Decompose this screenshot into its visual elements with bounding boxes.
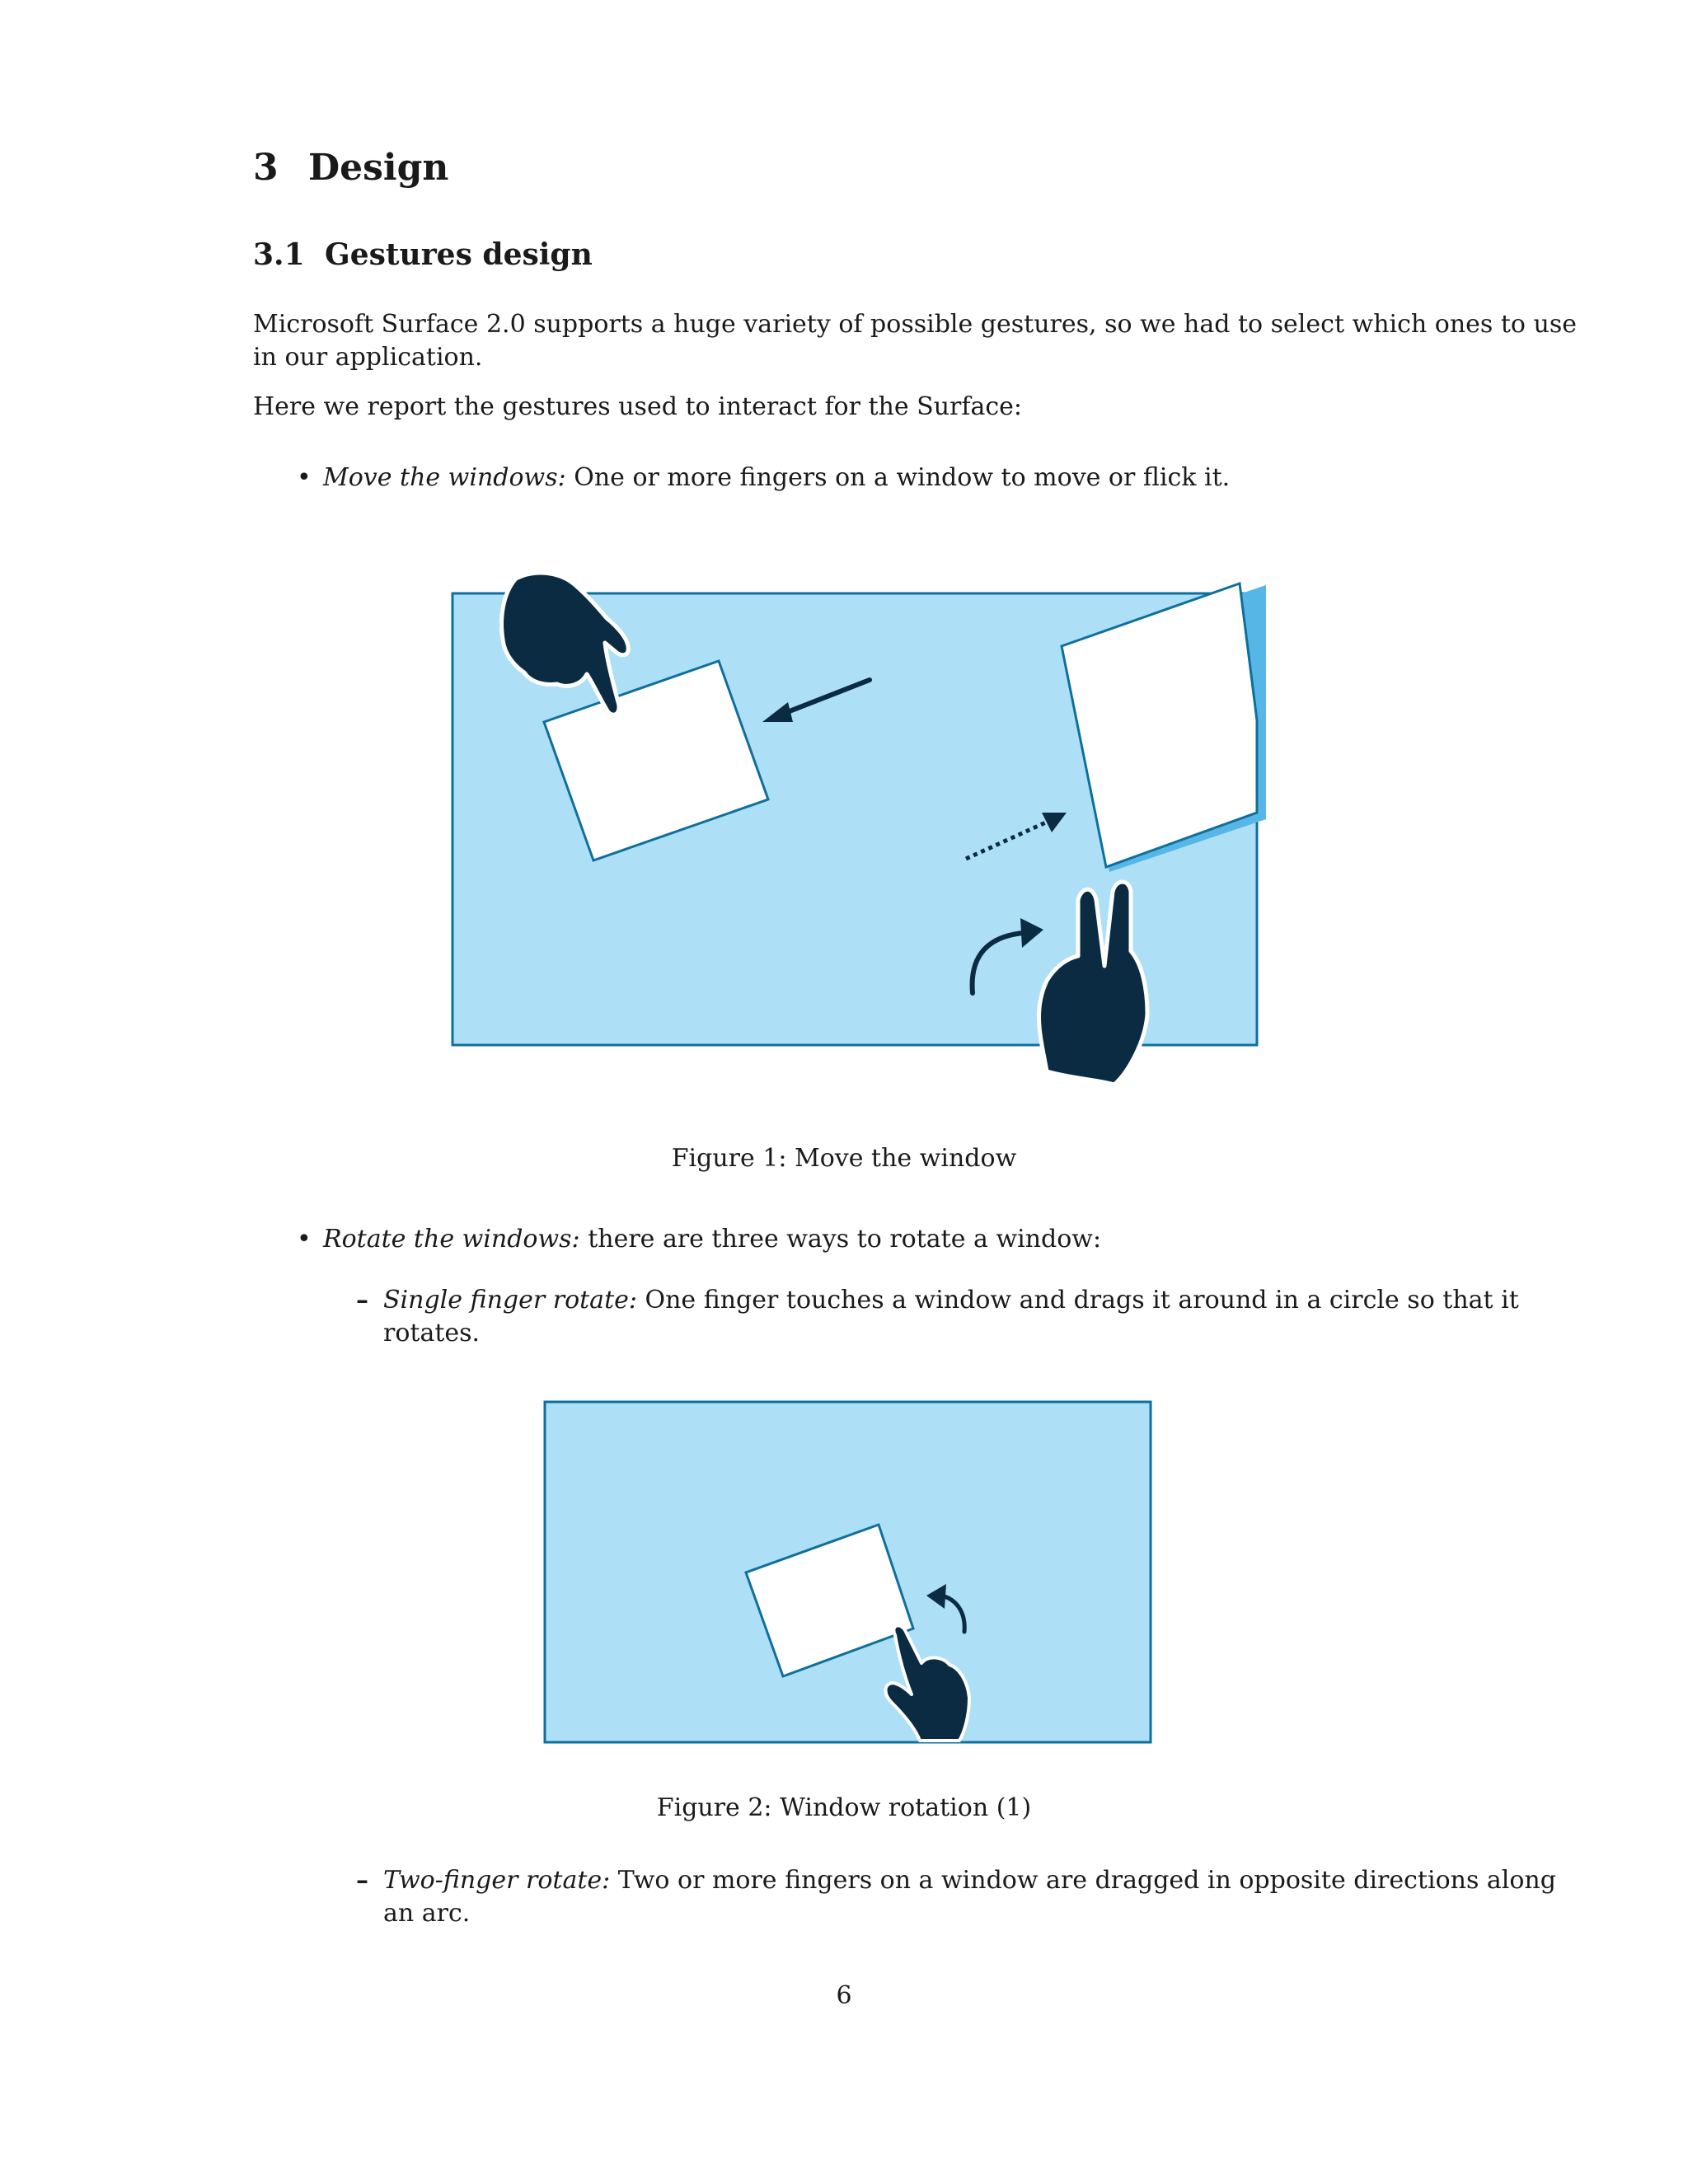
sub-bullet-line-2: rotates. bbox=[383, 1319, 481, 1347]
section-title: Design bbox=[308, 147, 449, 189]
sub-bullet-marker: – bbox=[356, 1286, 368, 1315]
sub-bullet-term: Single finger rotate: bbox=[383, 1286, 637, 1315]
sub-bullet-text: Two or more fingers on a window are dragged in opposite directions along bbox=[610, 1866, 1556, 1895]
intro-paragraph-2: Here we report the gestures used to interact for the Surface: bbox=[253, 392, 1023, 421]
bullet-move-windows bbox=[323, 462, 1230, 494]
sub-bullet-single-finger bbox=[383, 1284, 1519, 1350]
sub-bullet-text: One finger touches a window and drags it around in a circle so that it bbox=[636, 1286, 1519, 1315]
sub-bullet-line bbox=[383, 1864, 1556, 1897]
bullet-marker: • bbox=[297, 463, 312, 492]
bullet-term: Move the windows: bbox=[323, 463, 566, 492]
page-number: 6 bbox=[836, 1981, 852, 2010]
sub-bullet-term: Two-finger rotate: bbox=[383, 1866, 611, 1895]
section-heading bbox=[253, 147, 448, 189]
sub-bullet-line-2: an arc. bbox=[383, 1899, 471, 1928]
intro-line-2: in our application. bbox=[253, 343, 483, 372]
subsection-heading bbox=[253, 237, 593, 272]
bullet-marker: • bbox=[297, 1225, 312, 1254]
figure-1-caption: Figure 1: Move the window bbox=[671, 1144, 1017, 1173]
intro-line-1: Microsoft Surface 2.0 supports a huge variety of possible gestures, so we had to select which ones to use bbox=[253, 310, 1577, 339]
sub-bullet-two-finger bbox=[383, 1864, 1556, 1930]
sub-bullet-marker: – bbox=[356, 1866, 368, 1895]
section-number: 3 bbox=[253, 147, 279, 189]
figure-2-caption: Figure 2: Window rotation (1) bbox=[656, 1793, 1032, 1822]
subsection-title: Gestures design bbox=[325, 237, 593, 272]
subsection-number: 3.1 bbox=[253, 237, 305, 272]
bullet-term: Rotate the windows: bbox=[323, 1225, 580, 1254]
figure-1-illustration bbox=[445, 560, 1269, 1088]
figure-2-illustration bbox=[542, 1399, 1154, 1749]
bullet-text: One or more fingers on a window to move or flick it. bbox=[565, 463, 1231, 492]
bullet-text: there are three ways to rotate a window: bbox=[579, 1225, 1102, 1254]
intro-paragraph-1 bbox=[253, 308, 1577, 374]
bullet-rotate-windows bbox=[323, 1223, 1101, 1256]
sub-bullet-line bbox=[383, 1284, 1519, 1317]
